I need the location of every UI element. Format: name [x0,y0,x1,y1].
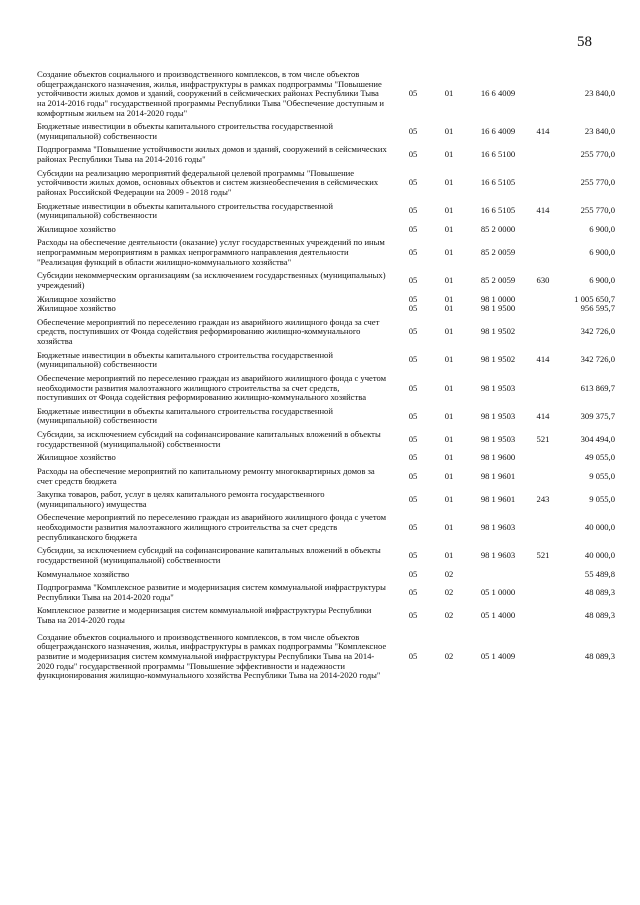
row-amount: 1 005 650,7 [574,293,615,304]
row-name: Подпрограмма "Повышение устойчивости жилых домов и зданий, сооружений в сейсмических районах Республики Тыва на 2014-2016 годы" [37,144,387,164]
table-row [37,426,615,449]
row-section: 05 [408,650,418,661]
row-expense-type: 414 [536,205,550,216]
row-section: 05 [408,205,418,216]
table-row [37,602,615,625]
row-section: 05 [408,223,418,234]
row-name: Расходы на обеспечение деятельности (оказание) услуг государственных учреждений по иным непрограммным мероприятиям в рамках непрограммного направления деятельности "Реализация функций в области жилищно-коммунального хозяйства" [37,237,385,267]
row-amount: 6 900,0 [589,275,615,286]
row-subsection: 02 [444,586,454,597]
row-amount: 6 900,0 [589,247,615,257]
row-target-article: 16 6 4009 [480,88,516,99]
row-amount: 55 489,8 [584,568,615,579]
row-amount: 9 055,0 [589,470,615,481]
row-name: Обеспечение мероприятий по переселению граждан из аварийного жилищного фонда с учетом необходимости развития малоэтажного жилищного строительства за счет средств, поступивших от Фонда содействия реформированию жилищно-коммунального хозяйства [37,372,387,403]
row-subsection: 01 [444,177,454,188]
row-amount: 6 900,0 [589,223,615,234]
row-name: Жилищное хозяйство [37,223,116,234]
row-expense-type [529,314,557,347]
row-subsection: 01 [444,275,454,286]
row-section: 05 [408,610,418,621]
table-row [37,234,615,267]
row-name: Обеспечение мероприятий по переселению граждан из аварийного жилищного фонда с учетом необходимости развития малоэтажного жилищного строительства за счет средств республиканского бюджета [37,512,387,542]
table-row [37,579,615,602]
row-subsection: 01 [444,205,454,216]
page-number: 58 [577,34,592,50]
row-expense-type: 521 [536,433,550,444]
row-expense-type: 414 [536,354,550,365]
row-amount: 23 840,0 [584,125,615,136]
row-section: 05 [408,303,418,314]
row-subsection: 01 [444,550,454,561]
row-target-article: 16 6 5105 [480,205,516,216]
row-subsection: 01 [444,88,454,99]
row-subsection: 01 [444,303,454,314]
row-target-article [467,566,529,580]
table-row [37,403,615,426]
row-section: 05 [408,493,418,504]
table-row [37,291,615,305]
row-name: Субсидии, за исключением субсидий на софинансирование капитальных вложений в объекты государственной (муниципальной) собственности [37,545,381,565]
row-target-article: 98 1 0000 [480,293,516,304]
row-section: 05 [408,275,418,286]
row-target-article: 98 1 9502 [480,326,516,337]
row-expense-type [529,165,557,198]
row-section: 05 [408,149,418,160]
table-row [37,347,615,370]
row-amount: 40 000,0 [584,550,615,561]
row-target-article: 98 1 9500 [480,303,516,314]
table-row [37,463,615,486]
table-row [37,304,615,314]
row-subsection: 01 [444,433,454,444]
row-name: Закупка товаров, работ, услуг в целях капитального ремонта государственного (муниципального) имущества [37,489,325,509]
row-expense-type [529,449,557,463]
row-subsection: 01 [444,326,454,337]
row-amount: 956 595,7 [580,303,615,314]
row-target-article: 98 1 9502 [480,354,516,365]
row-expense-type [529,234,557,267]
row-section: 05 [408,293,418,304]
row-section: 05 [408,550,418,561]
row-name: Создание объектов социального и производственного комплексов, в том числе объектов общегражданского назначения, жилья, инфраструктуры в рамках подпрограммы "Повышение устойчивости жилых домов и зданий, сооружений в сейсмических районах Республики Тыва на 2014-2016 годы" государственной программы Республики Тыва "Обеспечение доступным и комфортным жильем на 2014-2020 годы" [37,69,385,118]
row-expense-type: 243 [536,493,550,504]
row-expense-type [529,579,557,602]
row-section: 05 [408,433,418,444]
table-row [37,141,615,164]
row-subsection: 01 [444,382,454,393]
row-section: 05 [408,410,418,421]
table-row [37,486,615,509]
row-target-article: 85 2 0059 [480,247,516,257]
row-name: Субсидии на реализацию мероприятий федеральной целевой программы "Повышение устойчивости жилых домов, основных объектов и систем жизнеобеспечения в сейсмических районах Российской Федерации на 2009 - 2018 годы" [37,167,379,197]
row-name: Комплексное развитие и модернизация систем коммунальной инфраструктуры Республики Тыва на 2014-2020 годы [37,605,372,625]
row-amount: 48 089,3 [584,610,615,621]
row-target-article: 16 6 5105 [480,177,516,188]
row-expense-type [529,221,557,235]
row-amount: 255 770,0 [580,177,615,188]
row-target-article: 16 6 5100 [480,149,516,160]
row-target-article: 05 1 4009 [480,650,516,661]
table-row [37,118,615,141]
row-subsection: 01 [444,452,454,463]
table-row [37,267,615,290]
row-name: Бюджетные инвестиции в объекты капитального строительства государственной (муниципальной) собственности [37,200,333,221]
row-name: Жилищное хозяйство [37,452,116,463]
table-row [37,370,615,403]
row-section: 05 [408,586,418,597]
row-section: 05 [408,382,418,393]
row-amount: 255 770,0 [580,149,615,160]
row-section: 05 [408,125,418,136]
row-subsection: 01 [444,125,454,136]
row-target-article: 85 2 0000 [480,223,516,234]
row-name: Подпрограмма "Комплексное развитие и модернизация систем коммунальной инфраструктуры Республики Тыва на 2014-2020 годы" [37,582,386,602]
table-row [37,509,615,542]
row-target-article: 05 1 0000 [480,586,516,597]
row-section: 05 [408,247,418,257]
row-section: 05 [408,522,418,532]
row-amount: 342 726,0 [580,326,615,337]
row-target-article: 98 1 9601 [480,470,516,481]
row-amount: 309 375,7 [580,410,615,421]
row-expense-type [529,566,557,580]
row-subsection: 01 [444,354,454,365]
row-name: Расходы на обеспечение мероприятий по капитальному ремонту многоквартирных домов за счет средств бюджета [37,465,375,486]
row-amount: 40 000,0 [584,522,615,532]
row-name: Жилищное хозяйство [37,293,116,304]
row-expense-type [529,626,557,681]
table-row [37,566,615,580]
row-subsection: 02 [444,610,454,621]
row-target-article: 98 1 9503 [480,410,516,421]
row-section: 05 [408,354,418,365]
row-amount: 613 869,7 [580,382,615,393]
row-name: Бюджетные инвестиции в объекты капитального строительства государственной (муниципальной) собственности [37,349,333,370]
budget-table-body [37,70,615,681]
row-section: 05 [408,452,418,463]
row-target-article: 98 1 9603 [480,522,516,532]
row-expense-type [529,70,557,118]
row-amount: 304 494,0 [580,433,615,444]
row-subsection: 01 [444,522,454,532]
row-name: Субсидии некоммерческим организациям (за исключением государственных (муниципальных) учреждений) [37,270,386,290]
row-name: Бюджетные инвестиции в объекты капитального строительства государственной (муниципальной) собственности [37,405,333,426]
row-subsection: 01 [444,149,454,160]
row-subsection: 01 [444,410,454,421]
table-row [37,70,615,118]
budget-table [37,70,615,681]
row-expense-type [529,141,557,164]
row-subsection: 02 [444,650,454,661]
row-amount: 48 089,3 [584,650,615,661]
table-row [37,165,615,198]
row-expense-type [529,291,557,305]
row-section: 05 [408,568,418,579]
row-subsection: 01 [444,247,454,257]
table-row [37,314,615,347]
row-subsection: 02 [444,568,454,579]
row-target-article: 98 1 9601 [480,493,516,504]
row-name: Субсидии, за исключением субсидий на софинансирование капитальных вложений в объекты государственной (муниципальной) собственности [37,429,381,449]
row-target-article: 98 1 9603 [480,550,516,561]
row-expense-type [529,370,557,403]
row-amount: 255 770,0 [580,205,615,216]
row-subsection: 01 [444,470,454,481]
row-section: 05 [408,326,418,337]
row-amount: 23 840,0 [584,88,615,99]
row-subsection: 01 [444,223,454,234]
row-target-article: 98 1 9600 [480,452,516,463]
row-amount: 9 055,0 [589,493,615,504]
table-row [37,198,615,221]
row-target-article: 85 2 0059 [480,275,516,286]
row-section: 05 [408,177,418,188]
row-name: Жилищное хозяйство [37,303,116,314]
row-target-article: 16 6 4009 [480,125,516,136]
row-name: Коммунальное хозяйство [37,568,130,579]
row-expense-type [529,463,557,486]
row-expense-type: 521 [536,550,550,561]
row-target-article: 98 1 9503 [480,382,516,393]
row-amount: 342 726,0 [580,354,615,365]
row-subsection: 01 [444,293,454,304]
row-name: Обеспечение мероприятий по переселению граждан из аварийного жилищного фонда за счет средств, поступивших от Фонда содействия реформированию жилищно-коммунального хозяйства [37,316,380,346]
row-expense-type [529,602,557,625]
row-section: 05 [408,88,418,99]
row-name: Создание объектов социального и производственного комплексов, в том числе объектов общегражданского назначения, жилья, инфраструктуры в рамках подпрограммы "Комплексное развитие и модернизация систем коммунальной инфраструктуры Республики Тыва на 2014-2020 годы" государственной программы "Повышение эффективности и надежности функционирования жилищно-коммунального хозяйства Республики Тыва на 2014-2020 годы" [37,631,387,681]
row-expense-type: 630 [536,275,550,286]
row-target-article: 05 1 4000 [480,610,516,621]
table-row [37,449,615,463]
row-subsection: 01 [444,493,454,504]
row-target-article: 98 1 9503 [480,433,516,444]
row-amount: 49 055,0 [584,452,615,463]
row-expense-type [529,509,557,542]
table-row [37,542,615,565]
row-name: Бюджетные инвестиции в объекты капитального строительства государственной (муниципальной) собственности [37,121,333,141]
row-amount: 48 089,3 [584,586,615,597]
table-row [37,221,615,235]
table-row [37,626,615,681]
row-expense-type: 414 [536,125,550,136]
row-expense-type [529,304,557,314]
row-expense-type: 414 [536,410,550,421]
row-section: 05 [408,470,418,481]
